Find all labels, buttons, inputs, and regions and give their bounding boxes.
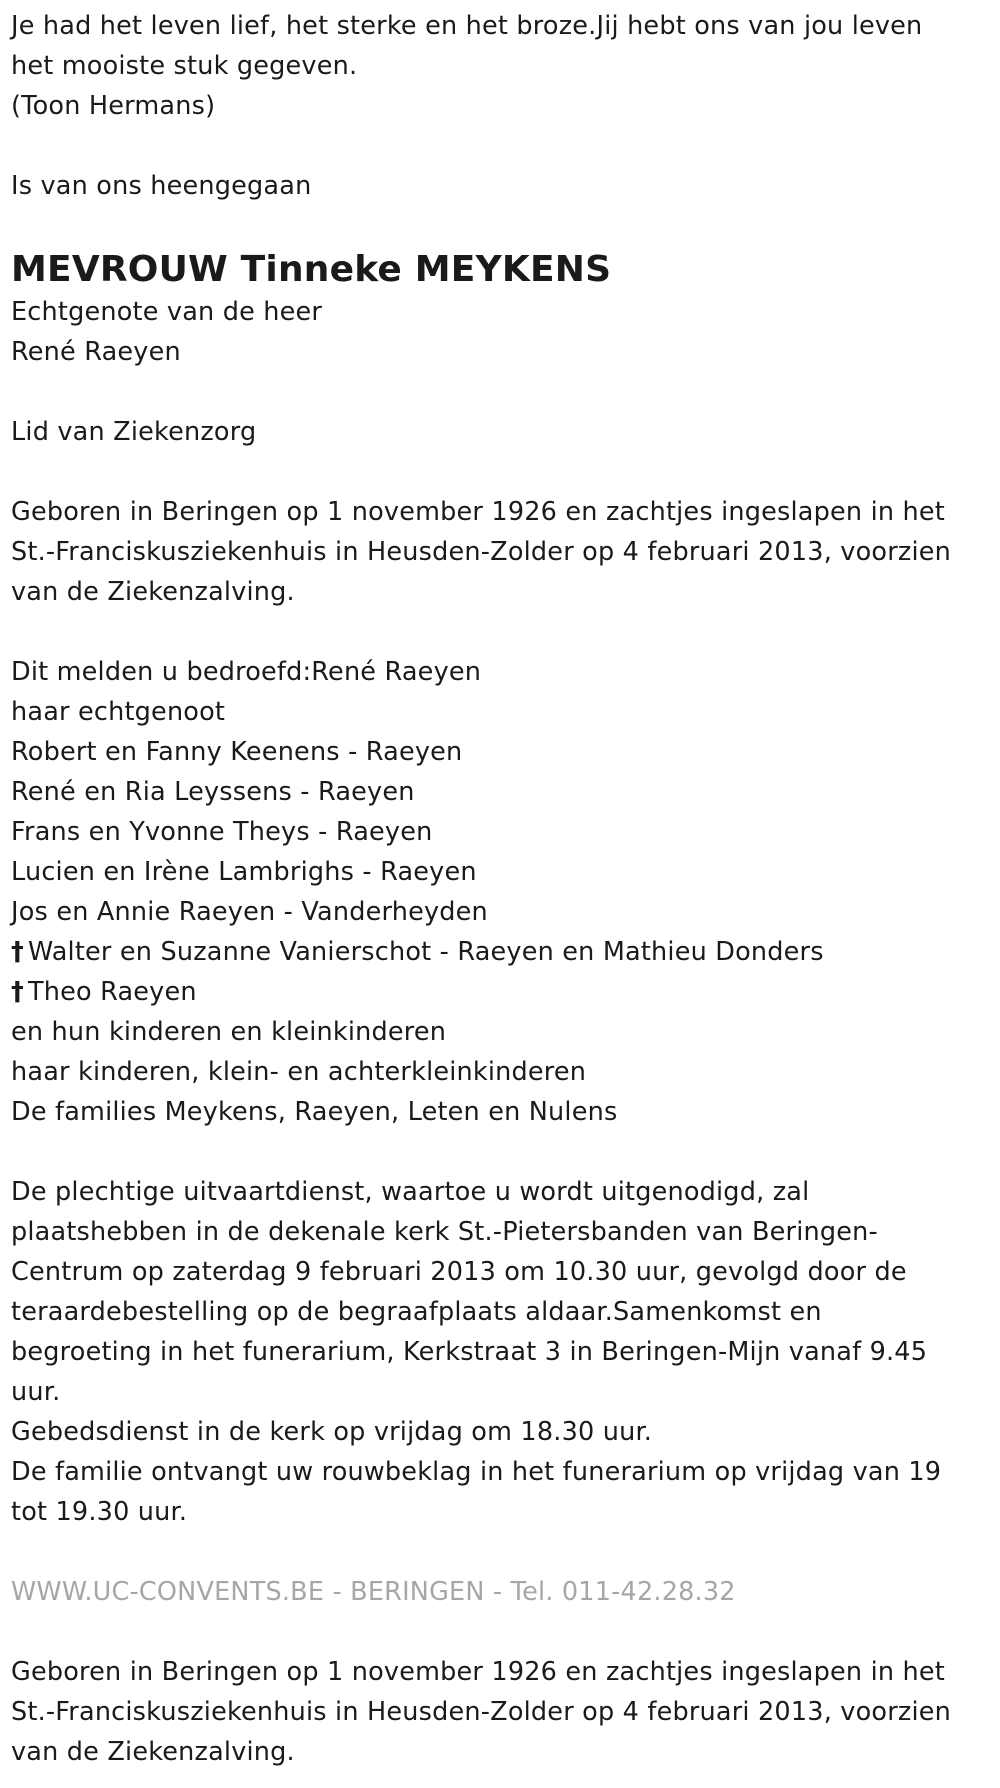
mourner-closing-line: haar kinderen, klein- en achterkleinkinderen	[11, 1057, 587, 1087]
spouse-line-2: René Raeyen	[11, 337, 181, 367]
deceased-name: MEVROUW Tinneke MEYKENS	[11, 249, 612, 290]
poem-line-2: het mooiste stuk gegeven.	[11, 51, 358, 81]
birth-death-line-2: St.-Franciskusziekenhuis in Heusden-Zolder op 4 februari 2013, voorzien	[11, 537, 952, 567]
spacer	[11, 126, 991, 166]
funeral-home-contact: WWW.UC-CONVENTS.BE - BERINGEN - Tel. 011-42.28.32	[11, 1577, 736, 1607]
mourners-intro: Dit melden u bedroefd:René Raeyen	[11, 657, 482, 687]
service-line: De familie ontvangt uw rouwbeklag in het funerarium op vrijdag van 19	[11, 1457, 942, 1487]
service-line: tot 19.30 uur.	[11, 1497, 188, 1527]
service-line: begroeting in het funerarium, Kerkstraat 3 in Beringen-Mijn vanaf 9.45	[11, 1337, 928, 1367]
mourner-line: Frans en Yvonne Theys - Raeyen	[11, 817, 433, 847]
birth-death-repeat-line-1: Geboren in Beringen op 1 november 1926 en zachtjes ingeslapen in het	[11, 1657, 945, 1687]
mourner-line: René en Ria Leyssens - Raeyen	[11, 777, 415, 807]
spacer	[11, 1132, 991, 1172]
spacer	[11, 452, 991, 492]
mourner-closing-line: en hun kinderen en kleinkinderen	[11, 1017, 447, 1047]
service-line: plaatshebben in de dekenale kerk St.-Pietersbanden van Beringen-	[11, 1217, 878, 1247]
spacer	[11, 1612, 991, 1652]
poem-author: (Toon Hermans)	[11, 91, 216, 121]
mourner-deceased-text: Walter en Suzanne Vanierschot - Raeyen en Mathieu Donders	[27, 937, 824, 967]
spacer	[11, 1532, 991, 1572]
cross-icon: †	[11, 977, 24, 1007]
service-line: De plechtige uitvaartdienst, waartoe u wordt uitgenodigd, zal	[11, 1177, 810, 1207]
announcement: Is van ons heengegaan	[11, 171, 312, 201]
cross-icon: †	[11, 937, 24, 967]
mourner-line-deceased	[11, 972, 991, 1012]
mourner-deceased-text: Theo Raeyen	[27, 977, 197, 1007]
spacer	[11, 612, 991, 652]
service-line: Gebedsdienst in de kerk op vrijdag om 18.30 uur.	[11, 1417, 653, 1447]
mourner-closing-line: De families Meykens, Raeyen, Leten en Nulens	[11, 1097, 618, 1127]
mourner-line: haar echtgenoot	[11, 697, 226, 727]
service-line: Centrum op zaterdag 9 februari 2013 om 10.30 uur, gevolgd door de	[11, 1257, 907, 1287]
spouse-line-1: Echtgenote van de heer	[11, 297, 323, 327]
mourner-line: Jos en Annie Raeyen - Vanderheyden	[11, 897, 488, 927]
birth-death-repeat-line-3: van de Ziekenzalving.	[11, 1737, 295, 1767]
spacer	[11, 372, 991, 412]
poem-line-1: Je had het leven lief, het sterke en het broze.Jij hebt ons van jou leven	[11, 11, 923, 41]
membership: Lid van Ziekenzorg	[11, 417, 257, 447]
mourner-line: Lucien en Irène Lambrighs - Raeyen	[11, 857, 477, 887]
mourner-line-deceased	[11, 932, 991, 972]
mourner-line: Robert en Fanny Keenens - Raeyen	[11, 737, 463, 767]
birth-death-line-3: van de Ziekenzalving.	[11, 577, 295, 607]
birth-death-line-1: Geboren in Beringen op 1 november 1926 en zachtjes ingeslapen in het	[11, 497, 945, 527]
birth-death-repeat-line-2: St.-Franciskusziekenhuis in Heusden-Zolder op 4 februari 2013, voorzien	[11, 1697, 952, 1727]
service-line: teraardebestelling op de begraafplaats aldaar.Samenkomst en	[11, 1297, 822, 1327]
spacer	[11, 206, 991, 246]
service-line: uur.	[11, 1377, 61, 1407]
obituary-document	[11, 6, 991, 1772]
